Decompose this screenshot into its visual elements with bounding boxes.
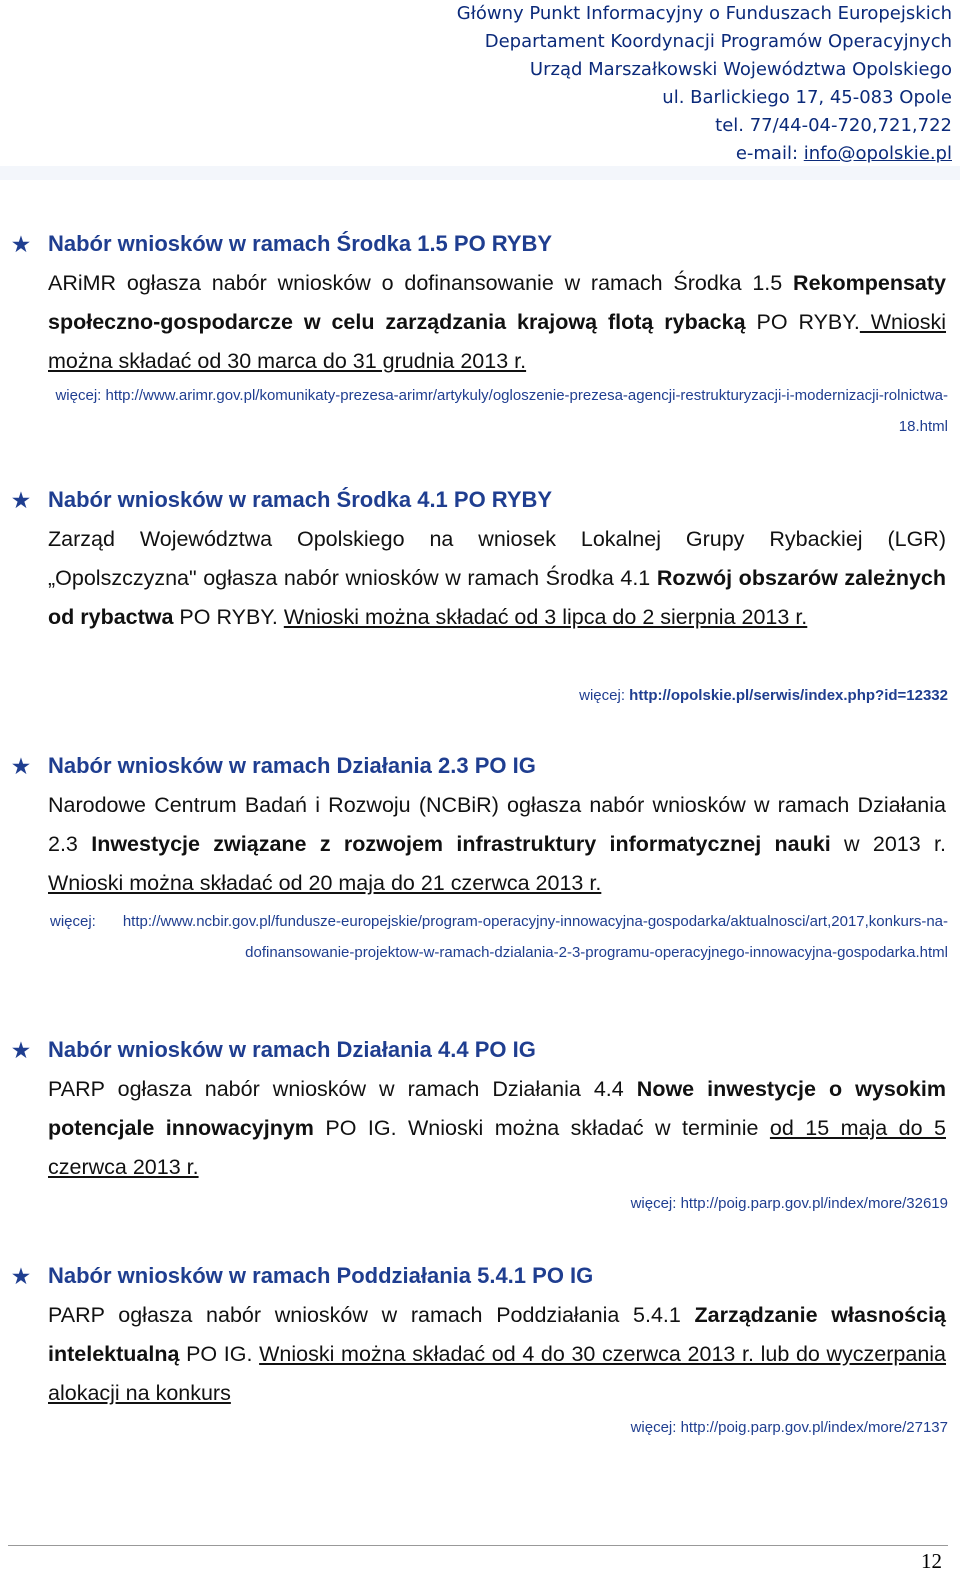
section-title [12, 1262, 593, 1291]
more-link-block [48, 680, 948, 711]
star-icon: ★ [12, 756, 30, 778]
body-bold-text: Rekompensaty społeczno-gospodarcze w celu zarządzania krajową flotą rybacką [48, 271, 946, 334]
section-body [48, 520, 946, 637]
section-title-text: Nabór wniosków w ramach Środka 1.5 PO RYBY [48, 231, 553, 256]
star-icon: ★ [12, 490, 30, 512]
document-content [0, 180, 960, 1550]
body-deadline-text: Wnioski można składać od 20 maja do 21 czerwca 2013 r. [48, 871, 602, 895]
more-link-block [50, 906, 948, 968]
section-title-text: Nabór wniosków w ramach Środka 4.1 PO RYBY [48, 487, 553, 512]
more-link[interactable]: http://poig.parp.gov.pl/index/more/32619 [680, 1195, 948, 1212]
body-text: PO RYBY. [173, 605, 284, 629]
body-text: Narodowe Centrum Badań i Rozwoju (NCBiR) ogłasza nabór wniosków w ramach Działania 2.3 [48, 793, 946, 856]
section-title [12, 230, 552, 259]
more-link[interactable]: http://poig.parp.gov.pl/index/more/27137 [680, 1419, 948, 1436]
header-line-institution: Główny Punkt Informacyjny o Funduszach Europejskich [456, 3, 952, 24]
header-line-office: Urząd Marszałkowski Województwa Opolskiego [529, 59, 952, 80]
star-icon: ★ [12, 1266, 30, 1288]
body-text: PO IG. [179, 1342, 260, 1366]
body-bold-text: Nowe inwestycje o wysokim potencjale innowacyjnym [48, 1077, 946, 1140]
header-line-phone: tel. 77/44-04-720,721,722 [715, 115, 952, 136]
more-link[interactable]: http://opolskie.pl/serwis/index.php?id=12332 [629, 687, 948, 704]
body-bold-text: Rozwój obszarów zależnych od rybactwa [48, 566, 946, 629]
more-label: więcej: [55, 387, 106, 404]
body-bold-text: Inwestycje związane z rozwojem infrastruktury informatycznej nauki [91, 832, 831, 856]
email-link[interactable]: info@opolskie.pl [803, 143, 952, 164]
header-line-address: ul. Barlickiego 17, 45-083 Opole [662, 87, 952, 108]
section-title-text: Nabór wniosków w ramach Działania 2.3 PO IG [48, 753, 536, 778]
section-body [48, 1296, 946, 1413]
body-text: PO IG. Wnioski można składać w terminie [313, 1116, 770, 1140]
header-line-email [252, 140, 952, 168]
section-title [12, 486, 552, 515]
star-icon: ★ [12, 1040, 30, 1062]
section-title-text: Nabór wniosków w ramach Poddziałania 5.4.1 PO IG [48, 1263, 594, 1288]
body-text: PARP ogłasza nabór wniosków w ramach Działania 4.4 [48, 1077, 637, 1101]
body-deadline-text: Wnioski można składać od 4 do 30 czerwca 2013 r. lub do wyczerpania alokacji na konkurs [48, 1342, 947, 1405]
header-line-department: Departament Koordynacji Programów Operacyjnych [484, 31, 952, 52]
star-icon: ★ [12, 234, 30, 256]
section-body [48, 786, 946, 903]
section-title-text: Nabór wniosków w ramach Działania 4.4 PO IG [48, 1037, 536, 1062]
body-text: Zarząd Województwa Opolskiego na wniosek Lokalnej Grupy Rybackiej (LGR) „Opolszczyzna" ogłasza nabór wniosków w ramach Środka 4.1 [48, 527, 946, 590]
more-link-block [48, 380, 948, 442]
body-text: w 2013 r. [830, 832, 946, 856]
more-label: więcej: [630, 1195, 681, 1212]
body-text: ARiMR ogłasza nabór wniosków o dofinansowanie w ramach Środka 1.5 [48, 271, 794, 295]
more-link-block [48, 1188, 948, 1219]
more-label: więcej: [50, 913, 123, 930]
more-label: więcej: [579, 687, 630, 704]
more-link[interactable]: http://www.ncbir.gov.pl/fundusze-europejskie/program-operacyjny-innowacyjna-gospodarka/aktualnosci/art,2017,konkurs-na-dofinansowanie-projektow-w-ramach-dzialania-2-3-programu-operacyjnego-innowacyjna-gospodarka.html [122, 913, 948, 961]
more-link[interactable]: http://www.arimr.gov.pl/komunikaty-prezesa-arimr/artykuly/ogloszenie-prezesa-agencji-restrukturyzacji-i-modernizacji-rolnictwa-18.html [105, 387, 948, 435]
more-label: więcej: [630, 1419, 681, 1436]
email-label: e-mail: [735, 143, 804, 164]
section-title [12, 1036, 536, 1065]
page-number: 12 [921, 1549, 942, 1573]
footer-divider [8, 1545, 948, 1546]
section-body [48, 1070, 946, 1187]
document-header [252, 0, 952, 164]
section-body [48, 264, 946, 381]
body-bold-text: Zarządzanie własnością intelektualną [48, 1303, 946, 1366]
header-divider-band [0, 166, 960, 180]
section-title [12, 752, 536, 781]
more-link-block [48, 1412, 948, 1443]
body-text: PO RYBY. [745, 310, 860, 334]
body-text: PARP ogłasza nabór wniosków w ramach Poddziałania 5.4.1 [48, 1303, 695, 1327]
body-deadline-text: Wnioski można składać od 3 lipca do 2 sierpnia 2013 r. [283, 605, 808, 629]
body-deadline-text: Wnioski można składać od 30 marca do 31 grudnia 2013 r. [48, 310, 947, 373]
body-deadline-text: od 15 maja do 5 czerwca 2013 r. [48, 1116, 946, 1179]
